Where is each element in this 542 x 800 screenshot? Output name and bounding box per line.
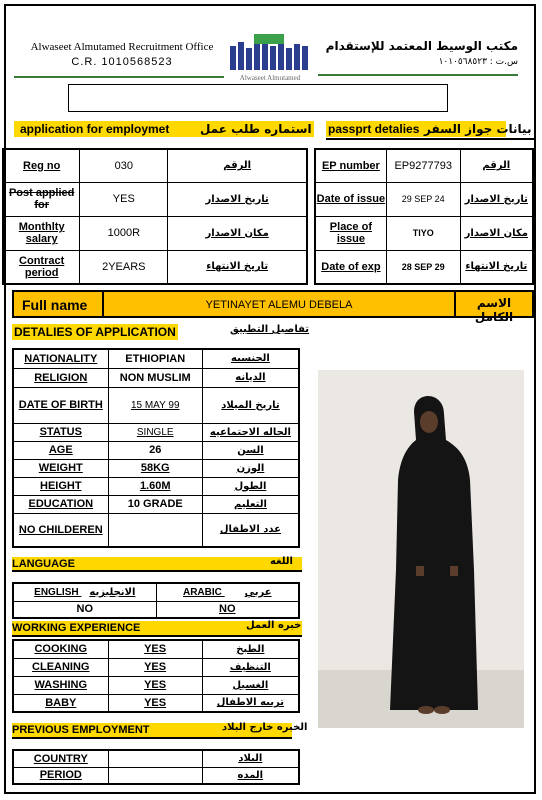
label-ar-cell: الطبخ xyxy=(202,640,299,658)
value-cell: TIYO xyxy=(386,216,460,250)
label-cell: RELIGION xyxy=(13,368,108,387)
english-label-ar: الانجليزيه xyxy=(89,586,136,598)
cr-number-en: C.R. 1010568523 xyxy=(71,56,173,68)
arabic-cell xyxy=(156,583,299,601)
english-cell xyxy=(13,583,156,601)
passport-heading-en: passprt detalies xyxy=(328,122,420,136)
label-cell: CLEANING xyxy=(13,658,108,676)
label-ar-cell: المده xyxy=(202,767,299,784)
table-row xyxy=(13,495,299,513)
label-ar-cell: البلاد xyxy=(202,750,299,767)
label-ar-cell: الديانه xyxy=(202,368,299,387)
label-cell: Date of issue xyxy=(315,182,386,216)
value-cell: YES xyxy=(108,658,202,676)
office-title-ar: مكتب الوسيط المعتمد للإستقدام xyxy=(325,39,518,53)
english-value: NO xyxy=(13,601,156,618)
value-cell: 29 SEP 24 xyxy=(386,182,460,216)
value-cell: 2YEARS xyxy=(80,250,168,284)
value-cell: ETHIOPIAN xyxy=(108,349,202,368)
value-cell: NON MUSLIM xyxy=(108,368,202,387)
value-cell: 58KG xyxy=(108,459,202,477)
label-ar-cell: الرقم xyxy=(460,149,533,182)
label-cell: NATIONALITY xyxy=(13,349,108,368)
label-cell: DATE OF BIRTH xyxy=(13,387,108,423)
value-cell xyxy=(108,513,202,547)
table-row xyxy=(315,216,533,250)
table-row xyxy=(13,513,299,547)
full-name-value: YETINAYET ALEMU DEBELA xyxy=(205,299,353,311)
value-cell xyxy=(108,767,202,784)
office-title-en: Alwaseet Almutamed Recruitment Office xyxy=(30,41,214,53)
arabic-label-ar: عربي xyxy=(244,586,272,598)
table-row xyxy=(13,694,299,712)
label-ar-cell: مكان الاصدار xyxy=(460,216,533,250)
label-cell: Monthlty salary xyxy=(3,216,80,250)
table-row xyxy=(13,349,299,368)
label-cell: COOKING xyxy=(13,640,108,658)
value-cell: 28 SEP 29 xyxy=(386,250,460,284)
header-rule-right xyxy=(318,74,518,76)
table-row xyxy=(3,149,307,182)
label-ar-cell: تاريخ الانتهاء xyxy=(460,250,533,284)
passport-header-underline xyxy=(326,138,534,140)
table-row xyxy=(13,658,299,676)
label-cell: EP number xyxy=(315,149,386,182)
table-row xyxy=(13,767,299,784)
label-ar-cell: الرقم xyxy=(168,149,307,182)
table-row xyxy=(13,368,299,387)
label-ar-cell: تاريخ الانتهاء xyxy=(168,250,307,284)
value-cell: 030 xyxy=(80,149,168,182)
label-cell: STATUS xyxy=(13,423,108,441)
table-row xyxy=(13,750,299,767)
table-row xyxy=(13,676,299,694)
label-cell: COUNTRY xyxy=(13,750,108,767)
full-name-bar xyxy=(12,290,534,324)
passport-table xyxy=(314,148,534,285)
label-ar-cell: الغسيل xyxy=(202,676,299,694)
table-row xyxy=(13,477,299,495)
english-label: ENGLISH xyxy=(34,586,79,598)
table-row xyxy=(3,182,307,216)
label-cell: Place of issue xyxy=(315,216,386,250)
full-name-label: Full name xyxy=(22,297,88,313)
passport-heading-ar: بيانات جواز السفر xyxy=(424,122,532,136)
label-cell: HEIGHT xyxy=(13,477,108,495)
label-cell: PERIOD xyxy=(13,767,108,784)
details-table xyxy=(12,348,300,548)
value-cell: 1000R xyxy=(80,216,168,250)
table-row xyxy=(3,216,307,250)
table-row xyxy=(13,640,299,658)
label-cell: WEIGHT xyxy=(13,459,108,477)
office-name-ar xyxy=(318,38,518,70)
label-cell: Contract period xyxy=(3,250,80,284)
label-ar-cell: الوزن xyxy=(202,459,299,477)
previous-heading-en: PREVIOUS EMPLOYMENT xyxy=(12,724,150,736)
label-ar-cell: السن xyxy=(202,441,299,459)
value-cell: YES xyxy=(108,640,202,658)
label-cell: Reg no xyxy=(3,149,80,182)
full-name-divider-right xyxy=(454,292,456,316)
value-cell: SINGLE xyxy=(108,423,202,441)
label-cell: AGE xyxy=(13,441,108,459)
label-cell: Date of exp xyxy=(315,250,386,284)
label-ar-cell: مكان الاصدار xyxy=(168,216,307,250)
table-row xyxy=(3,250,307,284)
label-ar-cell: تاريخ الاصدار xyxy=(460,182,533,216)
previous-heading-ar: الخبره خارج البلاد xyxy=(222,722,308,733)
value-cell xyxy=(108,750,202,767)
language-heading-ar: اللغه xyxy=(270,556,293,567)
label-ar-cell: عدد الاطفال xyxy=(202,513,299,547)
value-cell: 1.60M xyxy=(108,477,202,495)
arabic-value: NO xyxy=(156,601,299,618)
value-cell: EP9277793 xyxy=(386,149,460,182)
experience-table xyxy=(12,639,300,713)
label-cell: NO CHILDEREN xyxy=(13,513,108,547)
table-row xyxy=(13,459,299,477)
blank-top-box xyxy=(68,84,448,112)
label-cell: EDUCATION xyxy=(13,495,108,513)
label-ar-cell: التنظيف xyxy=(202,658,299,676)
logo-caption: Alwaseet Almutamed xyxy=(239,74,301,82)
label-ar-cell: تاريخ الاصدار xyxy=(168,182,307,216)
applicant-photo xyxy=(318,370,524,728)
label-ar-cell: التعليم xyxy=(202,495,299,513)
application-heading-ar: استماره طلب عمل xyxy=(200,122,312,136)
value-cell: YES xyxy=(108,676,202,694)
table-row xyxy=(13,583,299,601)
language-table xyxy=(12,582,300,619)
label-ar-cell: الجنسيه xyxy=(202,349,299,368)
cr-number-ar: س.ت : ١٠١٠٥٦٨٥٢٣ xyxy=(438,57,518,67)
details-heading-ar: تفاصيل التطبيق xyxy=(230,324,310,335)
table-row xyxy=(13,387,299,423)
header-rule-left xyxy=(14,76,224,78)
label-cell: WASHING xyxy=(13,676,108,694)
table-row xyxy=(13,423,299,441)
table-row xyxy=(315,182,533,216)
value-cell: YES xyxy=(108,694,202,712)
application-heading-en: application for employmet xyxy=(20,122,170,136)
label-cell: BABY xyxy=(13,694,108,712)
label-cell: Post applied for xyxy=(3,182,80,216)
value-cell: YES xyxy=(80,182,168,216)
table-row xyxy=(13,601,299,618)
value-cell: 26 xyxy=(108,441,202,459)
details-heading-en: DETALIES OF APPLICATION xyxy=(14,325,176,339)
office-name-en xyxy=(22,40,222,70)
table-row xyxy=(13,441,299,459)
value-cell: 10 GRADE xyxy=(108,495,202,513)
value-cell: 15 MAY 99 xyxy=(108,387,202,423)
previous-table xyxy=(12,749,300,785)
experience-heading-en: WORKING EXPERIENCE xyxy=(12,622,141,634)
application-table xyxy=(2,148,308,285)
label-ar-cell: تاريخ الميلاد xyxy=(202,387,299,423)
full-name-label-ar: الاسم الكامل xyxy=(474,296,514,324)
experience-heading-ar: خبره العمل xyxy=(246,620,302,631)
label-ar-cell: الطول xyxy=(202,477,299,495)
language-heading-en: LANGUAGE xyxy=(12,558,75,570)
label-ar-cell: الحاله الاجتماعيه xyxy=(202,423,299,441)
table-row xyxy=(315,250,533,284)
label-ar-cell: تربيه الاطفال xyxy=(202,694,299,712)
arabic-label: ARABIC xyxy=(182,586,222,598)
table-row xyxy=(315,149,533,182)
